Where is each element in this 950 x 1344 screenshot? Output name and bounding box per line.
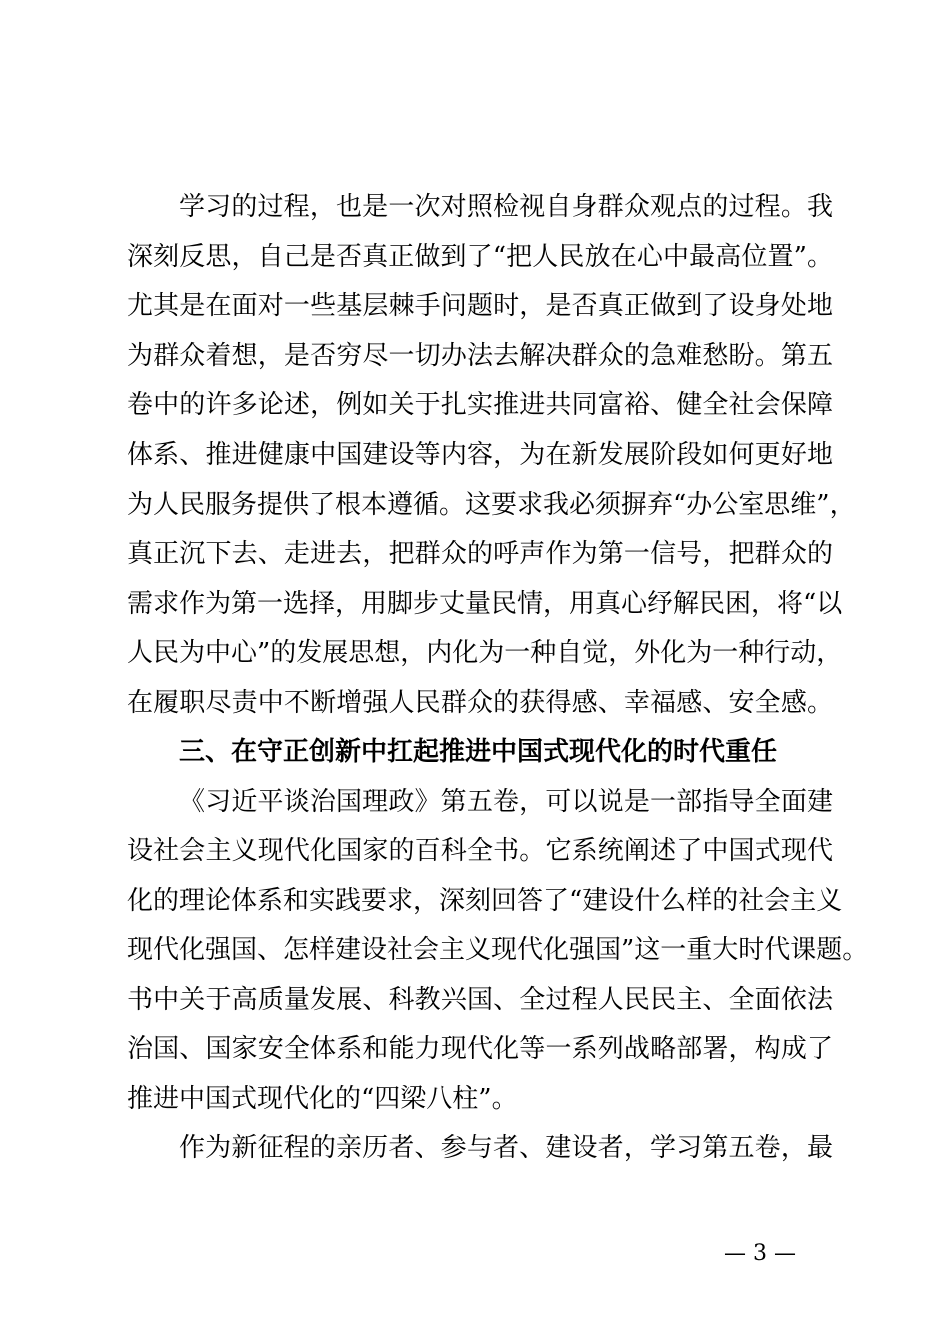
paragraph-2-line-4: 现代化强国、怎样建设社会主义现代化强国”这一重大时代课题。 <box>127 935 869 965</box>
paragraph-1-line-7: 为人民服务提供了根本遵循。这要求我必须摒弃“办公室思维”， <box>127 490 856 520</box>
paragraph-1-line-10: 人民为中心”的发展思想，内化为一种自觉，外化为一种行动， <box>127 638 843 668</box>
paragraph-1-line-9: 需求作为第一选择，用脚步丈量民情，用真心纾解民困，将“以 <box>127 589 843 619</box>
paragraph-1-line-3: 尤其是在面对一些基层棘手问题时，是否真正做到了设身处地 <box>127 291 833 321</box>
paragraph-2-line-5: 书中关于高质量发展、科教兴国、全过程人民民主、全面依法 <box>127 985 833 1015</box>
paragraph-1-line-11: 在履职尽责中不断增强人民群众的获得感、幸福感、安全感。 <box>127 688 833 718</box>
paragraph-2-line-3: 化的理论体系和实践要求，深刻回答了“建设什么样的社会主义 <box>127 886 843 916</box>
paragraph-1-line-8: 真正沉下去、走进去，把群众的呼声作为第一信号，把群众的 <box>127 539 833 569</box>
paragraph-1-line-5: 卷中的许多论述，例如关于扎实推进共同富裕、健全社会保障 <box>127 390 833 420</box>
paragraph-2-line-1: 《习近平谈治国理政》第五卷，可以说是一部指导全面建 <box>179 787 833 817</box>
section-heading-3: 三、在守正创新中扛起推进中国式现代化的时代重任 <box>179 737 778 767</box>
paragraph-2-line-6: 治国、国家安全体系和能力现代化等一系列战略部署，构成了 <box>127 1034 833 1064</box>
paragraph-1-line-6: 体系、推进健康中国建设等内容，为在新发展阶段如何更好地 <box>127 440 833 470</box>
paragraph-1-line-2: 深刻反思，自己是否真正做到了“把人民放在心中最高位置”。 <box>127 242 833 272</box>
paragraph-2-line-7: 推进中国式现代化的“四梁八柱”。 <box>127 1084 518 1114</box>
paragraph-2-line-2: 设社会主义现代化国家的百科全书。它系统阐述了中国式现代 <box>127 836 833 866</box>
paragraph-3-line-1: 作为新征程的亲历者、参与者、建设者，学习第五卷，最 <box>179 1133 833 1163</box>
paragraph-1-line-4: 为群众着想，是否穷尽一切办法去解决群众的急难愁盼。第五 <box>127 341 833 371</box>
paragraph-1-line-1: 学习的过程，也是一次对照检视自身群众观点的过程。我 <box>179 192 833 222</box>
page-number: — 3 — <box>724 1241 796 1266</box>
